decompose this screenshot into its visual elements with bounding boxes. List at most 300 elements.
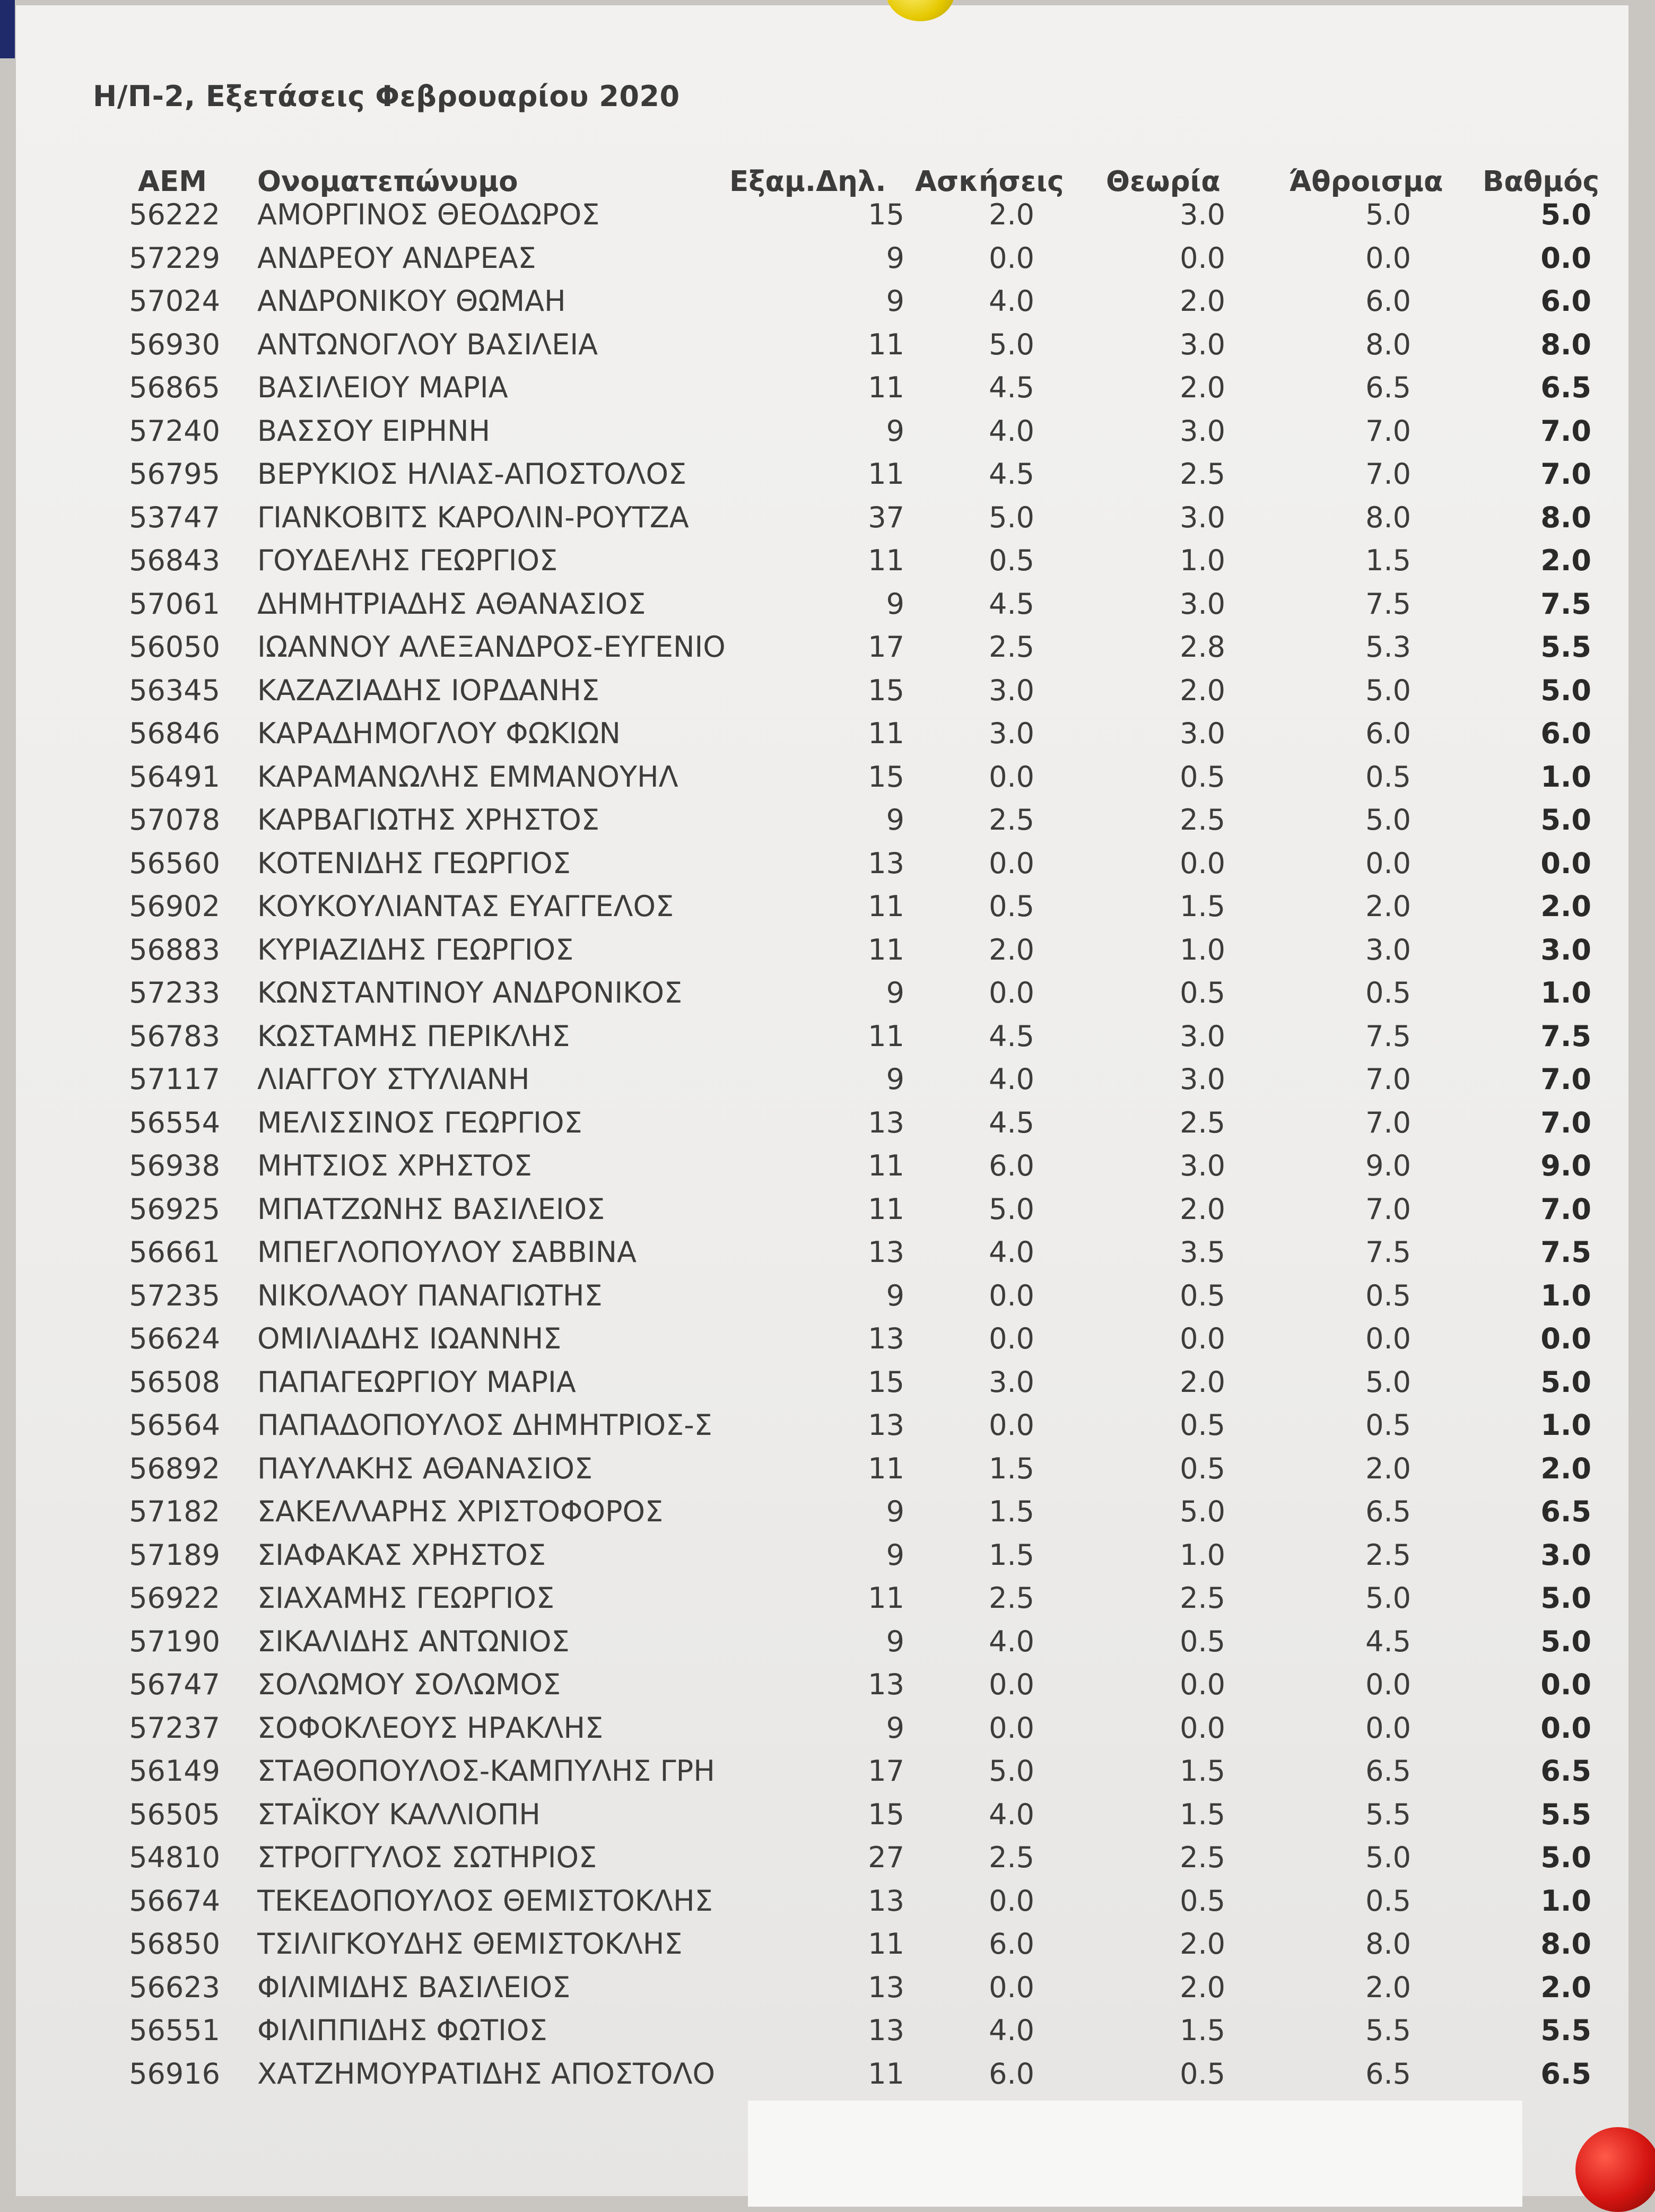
cell-ask: 1.5 — [989, 1451, 1034, 1485]
cell-decl: 11 — [868, 457, 904, 491]
cell-aem: 57061 — [129, 587, 220, 621]
cell-grade: 1.0 — [1540, 1278, 1591, 1312]
cell-name: ΣΤΑΘΟΠΟΥΛΟΣ-ΚΑΜΠΥΛΗΣ ΓΡΗ — [257, 1754, 715, 1788]
cell-ask: 3.0 — [989, 673, 1034, 707]
cell-name: ΔΗΜΗΤΡΙΑΔΗΣ ΑΘΑΝΑΣΙΟΣ — [257, 587, 646, 621]
cell-name: ΚΑΡΑΜΑΝΩΛΗΣ ΕΜΜΑΝΟΥΗΛ — [257, 760, 678, 794]
red-pushpin — [1575, 2127, 1655, 2212]
cell-aem: 53747 — [129, 500, 220, 534]
cell-theo: 2.8 — [1180, 630, 1225, 664]
cell-aem: 56916 — [129, 2057, 220, 2091]
cell-decl: 17 — [868, 1754, 904, 1788]
cell-grade: 8.0 — [1540, 327, 1591, 361]
cell-ask: 2.5 — [989, 803, 1034, 837]
cell-sum: 6.5 — [1365, 1495, 1411, 1528]
cell-sum: 0.5 — [1365, 1884, 1411, 1918]
cell-theo: 3.0 — [1180, 717, 1225, 750]
cell-ask: 4.0 — [989, 1063, 1034, 1096]
cell-grade: 5.0 — [1540, 1624, 1591, 1658]
header-sum: Άθροισμα — [1289, 166, 1443, 198]
cell-name: ΜΗΤΣΙΟΣ ΧΡΗΣΤΟΣ — [257, 1149, 532, 1182]
cell-ask: 4.0 — [989, 284, 1034, 318]
table-row — [16, 1534, 1628, 1577]
cell-decl: 11 — [868, 1019, 904, 1053]
cell-sum: 8.0 — [1365, 327, 1411, 361]
cell-name: ΠΑΥΛΑΚΗΣ ΑΘΑΝΑΣΙΟΣ — [257, 1451, 593, 1485]
cell-ask: 0.0 — [989, 976, 1034, 1009]
cell-decl: 13 — [868, 1235, 904, 1269]
cell-aem: 56149 — [129, 1754, 220, 1788]
cell-sum: 7.5 — [1365, 587, 1411, 621]
cell-sum: 0.0 — [1365, 846, 1411, 880]
cell-theo: 2.5 — [1180, 803, 1225, 837]
cell-name: ΓΙΑΝΚΟΒΙΤΣ ΚΑΡΟΛΙΝ-ΡΟΥΤΖΑ — [257, 500, 689, 534]
cell-name: ΓΟΥΔΕΛΗΣ ΓΕΩΡΓΙΟΣ — [257, 544, 558, 577]
cell-theo: 1.0 — [1180, 544, 1225, 577]
cell-grade: 1.0 — [1540, 1884, 1591, 1918]
cell-grade: 3.0 — [1540, 1538, 1591, 1572]
table-row — [16, 1923, 1628, 1965]
cell-sum: 5.0 — [1365, 1581, 1411, 1615]
table-row — [16, 799, 1628, 841]
cell-decl: 9 — [886, 587, 904, 621]
cell-theo: 2.5 — [1180, 1841, 1225, 1874]
cell-sum: 0.0 — [1365, 1322, 1411, 1355]
cell-name: ΚΟΤΕΝΙΔΗΣ ΓΕΩΡΓΙΟΣ — [257, 846, 571, 880]
cell-aem: 56922 — [129, 1581, 220, 1615]
cell-decl: 13 — [868, 846, 904, 880]
cell-sum: 9.0 — [1365, 1149, 1411, 1182]
cell-grade: 6.5 — [1540, 2057, 1591, 2091]
table-row — [16, 194, 1628, 236]
table-row — [16, 885, 1628, 928]
table-row — [16, 1275, 1628, 1317]
cell-aem: 56345 — [129, 673, 220, 707]
cell-name: ΒΑΣΣΟΥ ΕΙΡΗΝΗ — [257, 414, 491, 448]
table-row — [16, 324, 1628, 366]
cell-aem: 56564 — [129, 1408, 220, 1442]
cell-sum: 2.5 — [1365, 1538, 1411, 1572]
table-row — [16, 2053, 1628, 2095]
cell-grade: 2.0 — [1540, 1970, 1591, 2004]
cell-theo: 2.5 — [1180, 1105, 1225, 1139]
cell-grade: 9.0 — [1540, 1149, 1591, 1182]
table-row — [16, 1836, 1628, 1879]
cell-aem: 56795 — [129, 457, 220, 491]
cell-theo: 0.5 — [1180, 2057, 1225, 2091]
cell-ask: 2.5 — [989, 630, 1034, 664]
cell-aem: 56222 — [129, 198, 220, 231]
cell-name: ΣΙΑΦΑΚΑΣ ΧΡΗΣΤΟΣ — [257, 1538, 546, 1572]
cell-name: ΤΕΚΕΔΟΠΟΥΛΟΣ ΘΕΜΙΣΤΟΚΛΗΣ — [257, 1884, 713, 1918]
table-row — [16, 669, 1628, 712]
cell-decl: 11 — [868, 2057, 904, 2091]
cell-theo: 2.0 — [1180, 673, 1225, 707]
cell-ask: 2.0 — [989, 933, 1034, 966]
cell-grade: 6.0 — [1540, 717, 1591, 750]
table-row — [16, 1491, 1628, 1533]
table-row — [16, 1231, 1628, 1274]
cell-ask: 6.0 — [989, 2057, 1034, 2091]
table-row — [16, 1448, 1628, 1490]
cell-aem: 56624 — [129, 1322, 220, 1355]
cell-aem: 57240 — [129, 414, 220, 448]
cell-aem: 56783 — [129, 1019, 220, 1053]
table-row — [16, 1188, 1628, 1231]
cell-ask: 6.0 — [989, 1927, 1034, 1961]
cell-aem: 56554 — [129, 1105, 220, 1139]
header-grade: Βαθμός — [1483, 166, 1600, 198]
cell-name: ΧΑΤΖΗΜΟΥΡΑΤΙΔΗΣ ΑΠΟΣΤΟΛΟ — [257, 2057, 715, 2091]
cell-decl: 9 — [886, 1711, 904, 1745]
cell-decl: 13 — [868, 1970, 904, 2004]
table-row — [16, 237, 1628, 280]
cell-grade: 2.0 — [1540, 890, 1591, 923]
cell-grade: 6.5 — [1540, 371, 1591, 404]
cell-name: ΚΑΖΑΖΙΑΔΗΣ ΙΟΡΔΑΝΗΣ — [257, 673, 599, 707]
cell-aem: 57117 — [129, 1063, 220, 1096]
cell-aem: 56560 — [129, 846, 220, 880]
table-row — [16, 1707, 1628, 1749]
cell-theo: 0.5 — [1180, 1451, 1225, 1485]
cell-grade: 3.0 — [1540, 933, 1591, 966]
cell-grade: 7.0 — [1540, 1105, 1591, 1139]
header-exercises: Ασκήσεις — [915, 166, 1064, 198]
cell-theo: 3.0 — [1180, 587, 1225, 621]
cell-theo: 0.5 — [1180, 976, 1225, 1009]
cell-name: ΛΙΑΓΓΟΥ ΣΤΥΛΙΑΝΗ — [257, 1063, 530, 1096]
cell-ask: 4.0 — [989, 1797, 1034, 1831]
cell-name: ΜΠΕΓΛΟΠΟΥΛΟΥ ΣΑΒΒΙΝΑ — [257, 1235, 637, 1269]
cell-theo: 3.5 — [1180, 1235, 1225, 1269]
cell-decl: 9 — [886, 1278, 904, 1312]
cell-theo: 1.5 — [1180, 1754, 1225, 1788]
table-row — [16, 1404, 1628, 1447]
cell-grade: 7.0 — [1540, 457, 1591, 491]
cell-aem: 57182 — [129, 1495, 220, 1528]
cell-aem: 56892 — [129, 1451, 220, 1485]
cell-sum: 0.5 — [1365, 1408, 1411, 1442]
cell-decl: 13 — [868, 1668, 904, 1701]
cell-theo: 2.0 — [1180, 1970, 1225, 2004]
table-row — [16, 1880, 1628, 1922]
cell-name: ΣΙΚΑΛΙΔΗΣ ΑΝΤΩΝΙΟΣ — [257, 1624, 570, 1658]
cell-theo: 2.0 — [1180, 284, 1225, 318]
cell-aem: 56050 — [129, 630, 220, 664]
table-row — [16, 1102, 1628, 1144]
cell-ask: 0.0 — [989, 1668, 1034, 1701]
cell-decl: 9 — [886, 803, 904, 837]
cell-ask: 0.0 — [989, 1278, 1034, 1312]
cell-grade: 8.0 — [1540, 1927, 1591, 1961]
cell-sum: 4.5 — [1365, 1624, 1411, 1658]
cell-decl: 11 — [868, 1451, 904, 1485]
cell-ask: 4.5 — [989, 1105, 1034, 1139]
table-row — [16, 712, 1628, 755]
cell-sum: 5.3 — [1365, 630, 1411, 664]
table-row — [16, 1621, 1628, 1663]
cell-aem: 57237 — [129, 1711, 220, 1745]
cell-aem: 56674 — [129, 1884, 220, 1918]
cell-theo: 3.0 — [1180, 414, 1225, 448]
cell-decl: 15 — [868, 198, 904, 231]
cell-grade: 5.5 — [1540, 630, 1591, 664]
cell-name: ΣΤΡΟΓΓΥΛΟΣ ΣΩΤΗΡΙΟΣ — [257, 1841, 597, 1874]
cell-name: ΜΠΑΤΖΩΝΗΣ ΒΑΣΙΛΕΙΟΣ — [257, 1192, 605, 1226]
cell-ask: 0.0 — [989, 1711, 1034, 1745]
cell-theo: 0.0 — [1180, 1668, 1225, 1701]
cell-grade: 0.0 — [1540, 846, 1591, 880]
cell-ask: 3.0 — [989, 1365, 1034, 1399]
cell-ask: 2.5 — [989, 1841, 1034, 1874]
cell-sum: 3.0 — [1365, 933, 1411, 966]
cell-theo: 2.0 — [1180, 1365, 1225, 1399]
cell-theo: 3.0 — [1180, 500, 1225, 534]
cell-sum: 2.0 — [1365, 890, 1411, 923]
cell-name: ΣΤΑΪΚΟΥ ΚΑΛΛΙΟΠΗ — [257, 1797, 541, 1831]
table-row — [16, 1318, 1628, 1360]
cell-decl: 15 — [868, 1797, 904, 1831]
cell-sum: 6.5 — [1365, 371, 1411, 404]
cell-ask: 0.5 — [989, 544, 1034, 577]
cell-ask: 6.0 — [989, 1149, 1034, 1182]
cell-sum: 0.5 — [1365, 1278, 1411, 1312]
cell-sum: 7.5 — [1365, 1235, 1411, 1269]
table-row — [16, 842, 1628, 885]
table-row — [16, 1145, 1628, 1187]
cell-sum: 5.0 — [1365, 1841, 1411, 1874]
background-object — [0, 0, 15, 58]
cell-decl: 15 — [868, 760, 904, 794]
table-row — [16, 1577, 1628, 1619]
cell-ask: 0.0 — [989, 1408, 1034, 1442]
cell-grade: 5.0 — [1540, 1365, 1591, 1399]
cell-theo: 0.5 — [1180, 1408, 1225, 1442]
cell-name: ΚΩΣΤΑΜΗΣ ΠΕΡΙΚΛΗΣ — [257, 1019, 570, 1053]
cell-ask: 3.0 — [989, 717, 1034, 750]
cell-grade: 6.5 — [1540, 1495, 1591, 1528]
cell-grade: 7.0 — [1540, 1063, 1591, 1096]
cell-decl: 11 — [868, 371, 904, 404]
cell-name: ΦΙΛΙΠΠΙΔΗΣ ΦΩΤΙΟΣ — [257, 2014, 547, 2047]
cell-sum: 7.0 — [1365, 457, 1411, 491]
cell-theo: 2.0 — [1180, 1927, 1225, 1961]
cell-name: ΣΙΑΧΑΜΗΣ ΓΕΩΡΓΙΟΣ — [257, 1581, 555, 1615]
cell-theo: 0.5 — [1180, 1278, 1225, 1312]
cell-grade: 5.0 — [1540, 1841, 1591, 1874]
table-row — [16, 410, 1628, 452]
cell-sum: 7.0 — [1365, 414, 1411, 448]
cell-sum: 6.5 — [1365, 1754, 1411, 1788]
cell-sum: 5.5 — [1365, 1797, 1411, 1831]
cell-sum: 5.0 — [1365, 803, 1411, 837]
cell-sum: 6.0 — [1365, 717, 1411, 750]
header-aem: ΑΕΜ — [138, 166, 207, 198]
cell-sum: 6.0 — [1365, 284, 1411, 318]
cell-grade: 5.0 — [1540, 673, 1591, 707]
cell-decl: 11 — [868, 1149, 904, 1182]
cell-name: ΣΑΚΕΛΛΑΡΗΣ ΧΡΙΣΤΟΦΟΡΟΣ — [257, 1495, 664, 1528]
cell-name: ΤΣΙΛΙΓΚΟΥΔΗΣ ΘΕΜΙΣΤΟΚΛΗΣ — [257, 1927, 683, 1961]
cell-grade: 0.0 — [1540, 1668, 1591, 1701]
cell-sum: 8.0 — [1365, 1927, 1411, 1961]
cell-theo: 2.0 — [1180, 371, 1225, 404]
header-theory: Θεωρία — [1106, 166, 1221, 198]
cell-sum: 1.5 — [1365, 544, 1411, 577]
header-name: Ονοματεπώνυμο — [257, 166, 518, 198]
cell-theo: 2.5 — [1180, 457, 1225, 491]
cell-ask: 2.0 — [989, 198, 1034, 231]
cell-sum: 8.0 — [1365, 500, 1411, 534]
cell-sum: 5.0 — [1365, 1365, 1411, 1399]
cell-name: ΠΑΠΑΔΟΠΟΥΛΟΣ ΔΗΜΗΤΡΙΟΣ-Σ — [257, 1408, 712, 1442]
cell-aem: 56902 — [129, 890, 220, 923]
cell-decl: 9 — [886, 1624, 904, 1658]
cell-ask: 0.0 — [989, 760, 1034, 794]
cell-name: ΜΕΛΙΣΣΙΝΟΣ ΓΕΩΡΓΙΟΣ — [257, 1105, 582, 1139]
cell-name: ΑΝΤΩΝΟΓΛΟΥ ΒΑΣΙΛΕΙΑ — [257, 327, 598, 361]
cell-grade: 2.0 — [1540, 544, 1591, 577]
table-row — [16, 929, 1628, 971]
cell-grade: 5.5 — [1540, 1797, 1591, 1831]
cell-theo: 3.0 — [1180, 1063, 1225, 1096]
cell-decl: 9 — [886, 284, 904, 318]
cell-decl: 13 — [868, 1322, 904, 1355]
cell-grade: 1.0 — [1540, 760, 1591, 794]
cell-decl: 37 — [868, 500, 904, 534]
cell-grade: 7.0 — [1540, 1192, 1591, 1226]
cell-decl: 13 — [868, 1105, 904, 1139]
cell-name: ΟΜΙΛΙΑΔΗΣ ΙΩΑΝΝΗΣ — [257, 1322, 562, 1355]
cell-ask: 0.0 — [989, 846, 1034, 880]
cell-name: ΚΩΝΣΤΑΝΤΙΝΟΥ ΑΝΔΡΟΝΙΚΟΣ — [257, 976, 683, 1009]
cell-aem: 57235 — [129, 1278, 220, 1312]
cell-aem: 57189 — [129, 1538, 220, 1572]
cell-decl: 9 — [886, 241, 904, 275]
table-row — [16, 280, 1628, 323]
table-row — [16, 1361, 1628, 1404]
cell-decl: 15 — [868, 673, 904, 707]
cell-sum: 0.5 — [1365, 976, 1411, 1009]
cell-grade: 7.0 — [1540, 414, 1591, 448]
cell-sum: 2.0 — [1365, 1970, 1411, 2004]
cell-ask: 5.0 — [989, 1192, 1034, 1226]
cell-sum: 0.0 — [1365, 1711, 1411, 1745]
table-row — [16, 756, 1628, 798]
header-declarations: Εξαμ.Δηλ. — [729, 166, 886, 198]
cell-theo: 3.0 — [1180, 1019, 1225, 1053]
cell-sum: 0.0 — [1365, 1668, 1411, 1701]
cell-grade: 5.5 — [1540, 2014, 1591, 2047]
cell-sum: 6.5 — [1365, 2057, 1411, 2091]
cell-name: ΚΑΡΑΔΗΜΟΓΛΟΥ ΦΩΚΙΩΝ — [257, 717, 621, 750]
cell-aem: 56623 — [129, 1970, 220, 2004]
cell-aem: 56850 — [129, 1927, 220, 1961]
table-row — [16, 1966, 1628, 2009]
cell-ask: 4.0 — [989, 414, 1034, 448]
cell-decl: 13 — [868, 2014, 904, 2047]
cell-grade: 7.5 — [1540, 1235, 1591, 1269]
cell-aem: 56846 — [129, 717, 220, 750]
cell-name: ΝΙΚΟΛΑΟΥ ΠΑΝΑΓΙΩΤΗΣ — [257, 1278, 603, 1312]
cell-decl: 27 — [868, 1841, 904, 1874]
cell-theo: 0.5 — [1180, 760, 1225, 794]
cell-grade: 5.0 — [1540, 1581, 1591, 1615]
table-row — [16, 539, 1628, 582]
cell-theo: 2.0 — [1180, 1192, 1225, 1226]
cell-aem: 56661 — [129, 1235, 220, 1269]
cell-grade: 6.0 — [1540, 284, 1591, 318]
cell-decl: 11 — [868, 890, 904, 923]
cell-decl: 11 — [868, 327, 904, 361]
cell-decl: 11 — [868, 1192, 904, 1226]
cell-theo: 3.0 — [1180, 198, 1225, 231]
cell-grade: 1.0 — [1540, 1408, 1591, 1442]
cell-ask: 5.0 — [989, 500, 1034, 534]
cell-sum: 7.0 — [1365, 1105, 1411, 1139]
cell-name: ΚΑΡΒΑΓΙΩΤΗΣ ΧΡΗΣΤΟΣ — [257, 803, 599, 837]
cell-decl: 11 — [868, 933, 904, 966]
cell-theo: 0.0 — [1180, 1322, 1225, 1355]
table-row — [16, 626, 1628, 668]
cell-ask: 5.0 — [989, 1754, 1034, 1788]
cell-decl: 11 — [868, 717, 904, 750]
cell-ask: 0.0 — [989, 1884, 1034, 1918]
table-row — [16, 583, 1628, 625]
cell-theo: 0.0 — [1180, 241, 1225, 275]
table-row — [16, 1750, 1628, 1792]
cell-sum: 7.0 — [1365, 1063, 1411, 1096]
cell-aem: 57233 — [129, 976, 220, 1009]
cell-grade: 7.5 — [1540, 1019, 1591, 1053]
cell-theo: 3.0 — [1180, 327, 1225, 361]
cell-theo: 0.5 — [1180, 1624, 1225, 1658]
cell-name: ΒΑΣΙΛΕΙΟΥ ΜΑΡΙΑ — [257, 371, 508, 404]
cell-aem: 56883 — [129, 933, 220, 966]
cell-name: ΙΩΑΝΝΟΥ ΑΛΕΞΑΝΔΡΟΣ-ΕΥΓΕΝΙΟ — [257, 630, 726, 664]
cell-grade: 7.5 — [1540, 587, 1591, 621]
cell-grade: 1.0 — [1540, 976, 1591, 1009]
cell-decl: 11 — [868, 1581, 904, 1615]
cell-aem: 57024 — [129, 284, 220, 318]
cell-name: ΦΙΛΙΜΙΔΗΣ ΒΑΣΙΛΕΙΟΣ — [257, 1970, 571, 2004]
cell-grade: 8.0 — [1540, 500, 1591, 534]
cell-sum: 0.0 — [1365, 241, 1411, 275]
cell-grade: 0.0 — [1540, 1711, 1591, 1745]
cell-sum: 0.5 — [1365, 760, 1411, 794]
cell-aem: 56491 — [129, 760, 220, 794]
table-row — [16, 367, 1628, 409]
cell-aem: 56508 — [129, 1365, 220, 1399]
cell-aem: 57190 — [129, 1624, 220, 1658]
cell-decl: 17 — [868, 630, 904, 664]
cell-theo: 1.5 — [1180, 890, 1225, 923]
cell-aem: 56505 — [129, 1797, 220, 1831]
cell-ask: 4.5 — [989, 371, 1034, 404]
cell-aem: 56925 — [129, 1192, 220, 1226]
cell-grade: 2.0 — [1540, 1451, 1591, 1485]
cell-grade: 6.5 — [1540, 1754, 1591, 1788]
paper-sheet — [16, 5, 1628, 2196]
cell-aem: 57229 — [129, 241, 220, 275]
cell-aem: 56747 — [129, 1668, 220, 1701]
cell-name: ΑΜΟΡΓΙΝΟΣ ΘΕΟΔΩΡΟΣ — [257, 198, 600, 231]
cell-ask: 0.0 — [989, 1970, 1034, 2004]
cell-theo: 1.0 — [1180, 933, 1225, 966]
cell-decl: 9 — [886, 1495, 904, 1528]
cell-decl: 13 — [868, 1408, 904, 1442]
table-row — [16, 2009, 1628, 2052]
